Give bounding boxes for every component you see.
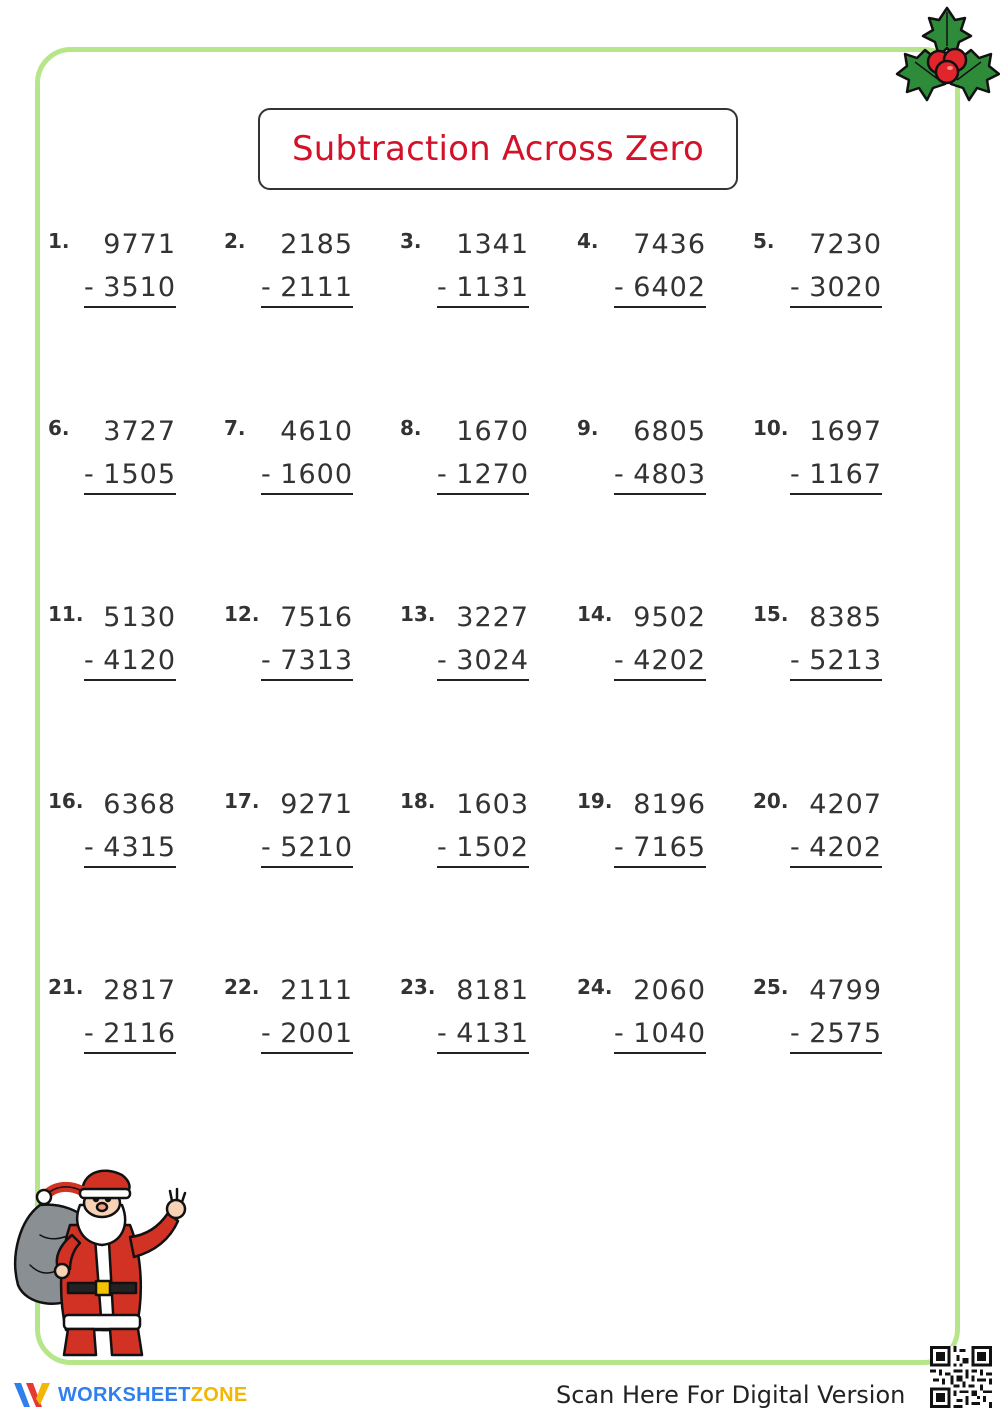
minuend: 2111 [280,975,353,1006]
subtrahend: 4202 [633,645,706,676]
subtrahend: 4202 [809,832,882,863]
brand-name-part1: WORKSHEET [58,1383,191,1406]
subtrahend: 4131 [456,1018,529,1049]
subtrahend: 5213 [809,645,882,676]
problem-13 [400,602,529,702]
minuend: 1697 [809,416,882,447]
problem-16 [48,789,176,889]
subtrahend: 1040 [633,1018,706,1049]
problem-23 [400,975,529,1075]
subtrahend-row [84,1018,176,1054]
minuend: 4207 [809,789,882,820]
subtrahend-row [790,1018,882,1054]
subtrahend: 4803 [633,459,706,490]
problem-number: 2. [224,229,246,253]
problem-20 [753,789,882,889]
minus-sign: - [790,1018,800,1049]
problem-number: 20. [753,789,789,813]
minus-sign: - [614,832,624,863]
minus-sign: - [614,272,624,303]
problem-number: 6. [48,416,70,440]
minuend: 3727 [103,416,176,447]
problem-number: 7. [224,416,246,440]
problem-number: 14. [577,602,613,626]
minuend: 7516 [280,602,353,633]
subtrahend-row [614,832,706,868]
minuend: 1603 [456,789,529,820]
minuend: 8196 [633,789,706,820]
subtrahend: 2001 [280,1018,353,1049]
minuend: 4610 [280,416,353,447]
minus-sign: - [614,459,624,490]
minus-sign: - [614,1018,624,1049]
minuend: 2817 [103,975,176,1006]
problem-18 [400,789,529,889]
problem-8 [400,416,529,516]
qr-code-icon[interactable] [930,1346,992,1408]
subtrahend-row [437,1018,529,1054]
problem-number: 12. [224,602,260,626]
problem-number: 5. [753,229,775,253]
problem-number: 4. [577,229,599,253]
subtrahend-row [84,459,176,495]
minus-sign: - [84,1018,94,1049]
subtrahend: 1270 [456,459,529,490]
subtrahend: 1502 [456,832,529,863]
minus-sign: - [437,1018,447,1049]
minus-sign: - [437,272,447,303]
minus-sign: - [84,832,94,863]
problem-6 [48,416,176,516]
minus-sign: - [84,272,94,303]
problem-15 [753,602,882,702]
problem-4 [577,229,706,329]
minus-sign: - [84,645,94,676]
minus-sign: - [437,645,447,676]
minuend: 1670 [456,416,529,447]
subtrahend-row [614,645,706,681]
problem-number: 17. [224,789,260,813]
minus-sign: - [261,459,271,490]
minuend: 3227 [456,602,529,633]
minuend: 2185 [280,229,353,260]
subtrahend-row [790,645,882,681]
subtrahend-row [437,272,529,308]
subtrahend-row [261,1018,353,1054]
problem-24 [577,975,706,1075]
subtrahend: 3020 [809,272,882,303]
subtrahend-row [84,645,176,681]
subtrahend: 4120 [103,645,176,676]
problem-9 [577,416,706,516]
minus-sign: - [261,832,271,863]
problem-3 [400,229,529,329]
subtrahend-row [614,459,706,495]
subtrahend-row [790,272,882,308]
subtrahend: 5210 [280,832,353,863]
minuend: 8385 [809,602,882,633]
minuend: 9271 [280,789,353,820]
brand-logo[interactable] [12,1378,247,1412]
problem-number: 24. [577,975,613,999]
scan-instruction: Scan Here For Digital Version [556,1381,906,1409]
subtrahend-row [261,832,353,868]
problem-21 [48,975,176,1075]
minuend: 5130 [103,602,176,633]
minuend: 8181 [456,975,529,1006]
problem-1 [48,229,176,329]
problem-number: 21. [48,975,84,999]
minus-sign: - [614,645,624,676]
minuend: 6805 [633,416,706,447]
subtrahend-row [261,459,353,495]
subtrahend-row [84,832,176,868]
subtrahend: 6402 [633,272,706,303]
problem-5 [753,229,882,329]
subtrahend: 2575 [809,1018,882,1049]
minuend: 9771 [103,229,176,260]
minuend: 6368 [103,789,176,820]
subtrahend: 1600 [280,459,353,490]
problem-12 [224,602,353,702]
subtrahend-row [84,272,176,308]
minus-sign: - [437,832,447,863]
subtrahend: 1131 [456,272,529,303]
problem-7 [224,416,353,516]
brand-name-part2: ZONE [190,1383,248,1406]
problem-2 [224,229,353,329]
worksheetzone-logo-icon [12,1379,54,1411]
minuend: 7230 [809,229,882,260]
minus-sign: - [437,459,447,490]
subtrahend-row [437,459,529,495]
minus-sign: - [261,1018,271,1049]
minus-sign: - [790,832,800,863]
subtrahend-row [614,272,706,308]
problem-number: 15. [753,602,789,626]
problem-10 [753,416,882,516]
minuend: 7436 [633,229,706,260]
page-title: Subtraction Across Zero [292,129,704,169]
problem-number: 3. [400,229,422,253]
minuend: 9502 [633,602,706,633]
minuend: 4799 [809,975,882,1006]
brand-name [58,1384,247,1407]
subtrahend: 2116 [103,1018,176,1049]
subtrahend: 3024 [456,645,529,676]
title-box [258,108,738,190]
minuend: 2060 [633,975,706,1006]
problem-19 [577,789,706,889]
problem-number: 13. [400,602,436,626]
problem-number: 22. [224,975,260,999]
santa-illustration [10,1165,195,1360]
problem-25 [753,975,882,1075]
subtrahend-row [437,832,529,868]
minus-sign: - [790,459,800,490]
problem-number: 8. [400,416,422,440]
minus-sign: - [790,272,800,303]
subtrahend: 4315 [103,832,176,863]
problem-number: 11. [48,602,84,626]
minuend: 1341 [456,229,529,260]
subtrahend-row [614,1018,706,1054]
minus-sign: - [84,459,94,490]
minus-sign: - [261,272,271,303]
minus-sign: - [261,645,271,676]
subtrahend: 2111 [280,272,353,303]
subtrahend: 1505 [103,459,176,490]
subtrahend: 1167 [809,459,882,490]
subtrahend: 3510 [103,272,176,303]
subtrahend: 7165 [633,832,706,863]
subtrahend: 7313 [280,645,353,676]
problem-number: 23. [400,975,436,999]
problem-number: 19. [577,789,613,813]
subtrahend-row [261,645,353,681]
holly-icon [895,0,1000,118]
problem-number: 10. [753,416,789,440]
minus-sign: - [790,645,800,676]
problem-14 [577,602,706,702]
problem-number: 1. [48,229,70,253]
problem-number: 25. [753,975,789,999]
problem-number: 18. [400,789,436,813]
problem-number: 16. [48,789,84,813]
subtrahend-row [790,459,882,495]
problem-17 [224,789,353,889]
problem-22 [224,975,353,1075]
problem-11 [48,602,176,702]
subtrahend-row [790,832,882,868]
subtrahend-row [261,272,353,308]
subtrahend-row [437,645,529,681]
problem-number: 9. [577,416,599,440]
